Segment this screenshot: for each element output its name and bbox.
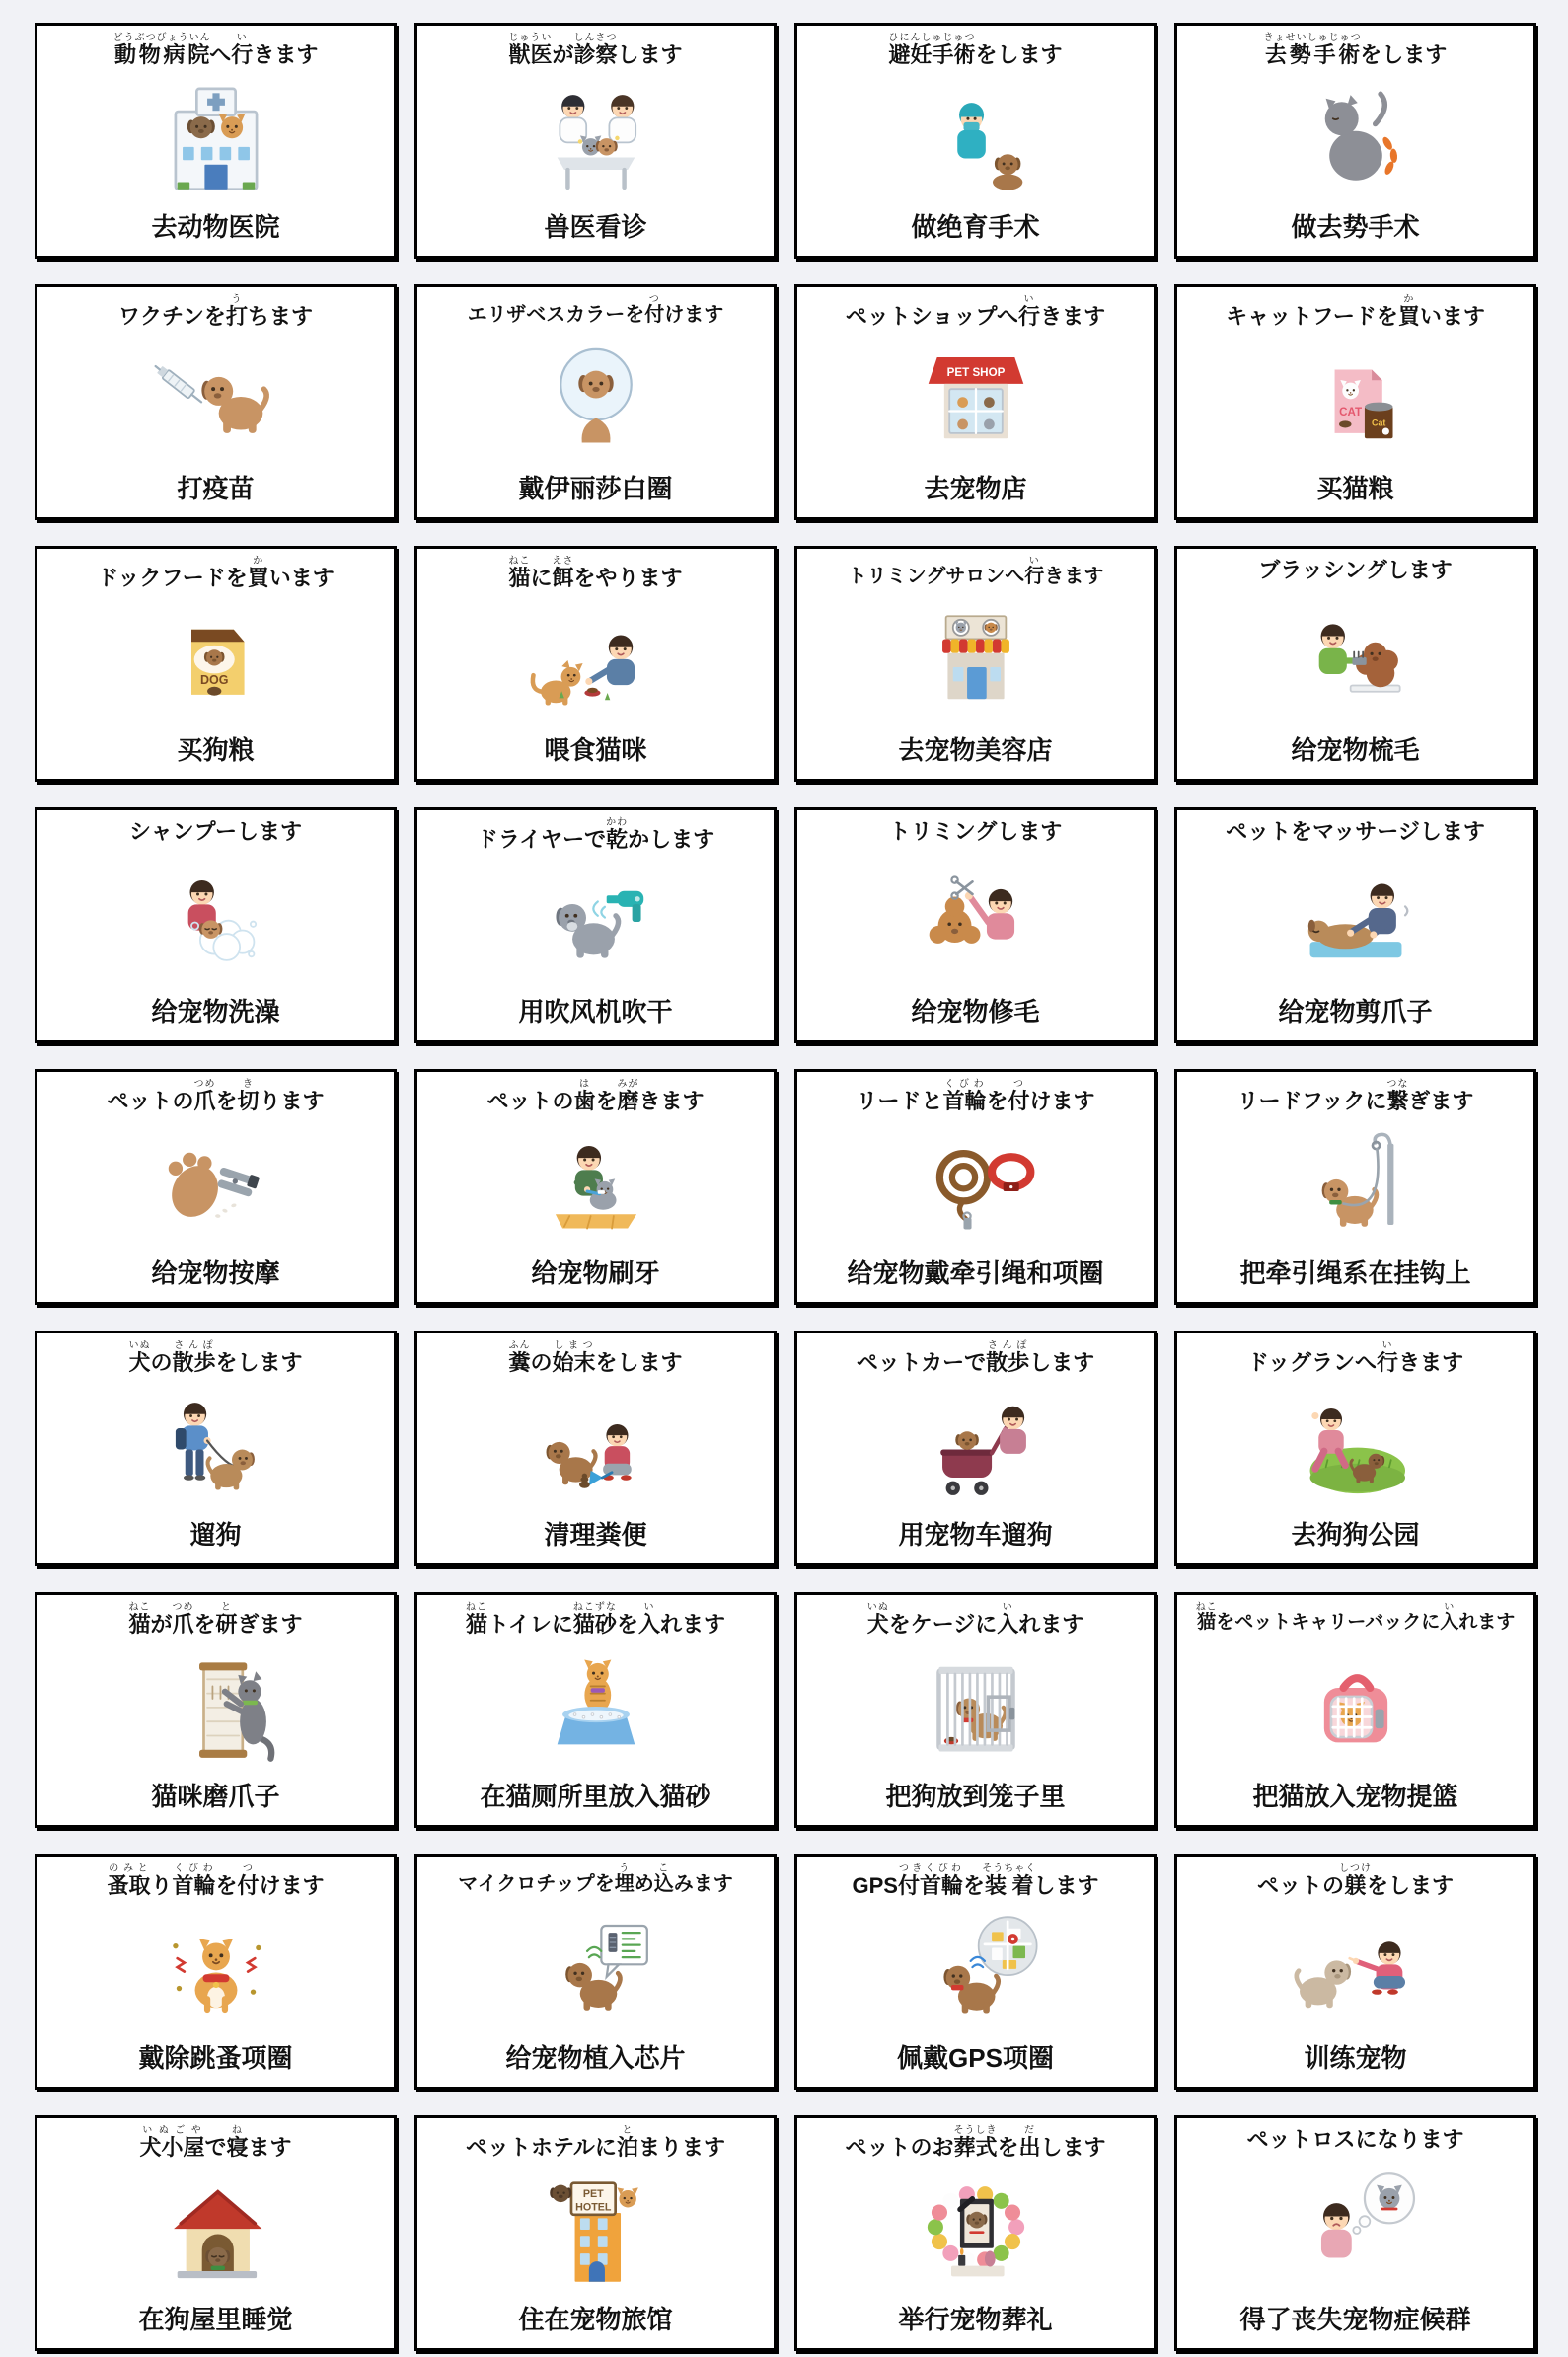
chinese-translation: 戴伊丽莎白圈 — [518, 474, 673, 503]
flashcard-elizabethan-collar — [414, 284, 777, 520]
flashcard-litter-box — [414, 1592, 777, 1828]
ruby-segment: 込こ — [653, 1863, 674, 1895]
japanese-phrase: キャットフードを買かいます — [1226, 294, 1485, 329]
ruby-segment: 入い — [637, 1602, 660, 1636]
japanese-phrase: エリザベスカラーを付つけます — [467, 294, 724, 326]
chinese-translation: 买狗粮 — [177, 735, 255, 765]
grooming-salon-icon — [813, 593, 1139, 725]
ruby-segment: 入い — [1440, 1602, 1459, 1633]
furigana-text: い — [1024, 556, 1045, 567]
card-illustration — [1179, 844, 1531, 992]
pet-stroller-icon — [813, 1379, 1139, 1511]
chinese-translation: 戴除跳蚤项圈 — [138, 2043, 293, 2073]
furigana-text: つ — [644, 294, 665, 305]
flashcard-tooth-brushing — [414, 1069, 777, 1305]
flashcard-pet-massage — [1174, 807, 1536, 1043]
furigana-text: ねこ — [466, 1602, 488, 1613]
japanese-phrase: ペットの歯はを磨みがきます — [486, 1079, 705, 1113]
nail-clipping-icon — [53, 1117, 379, 1250]
card-illustration — [419, 2160, 772, 2300]
card-illustration — [39, 67, 392, 207]
card-illustration — [799, 1636, 1152, 1777]
japanese-phrase: ドライヤーで乾かわかします — [476, 817, 715, 852]
card-illustration — [1179, 1375, 1531, 1515]
japanese-phrase: ドッグランへ行いきます — [1246, 1340, 1464, 1375]
flashcard-shampoo — [35, 807, 397, 1043]
flashcard-grid — [35, 23, 1536, 2351]
gps-collar-icon — [813, 1902, 1139, 2034]
furigana-text: い — [231, 33, 254, 43]
card-illustration — [419, 1636, 772, 1777]
vaccine-injection-icon — [53, 333, 379, 465]
flashcard-pet-stroller — [794, 1331, 1157, 1566]
card-illustration — [1179, 1113, 1531, 1254]
card-illustration — [1179, 329, 1531, 469]
furigana-text: つ — [237, 1863, 260, 1874]
chinese-translation: 去宠物店 — [924, 474, 1027, 503]
flashcard-buy-dog-food — [35, 546, 397, 782]
japanese-phrase: マイクロチップを埋うめ込こみます — [458, 1863, 733, 1895]
ruby-segment: 打う — [225, 294, 248, 329]
ruby-segment: 猫ねこ — [466, 1602, 488, 1636]
flashcard-leash-and-collar — [794, 1069, 1157, 1305]
chinese-translation: 给宠物梳毛 — [1291, 735, 1420, 765]
card-illustration — [799, 588, 1152, 730]
card-illustration — [419, 327, 772, 469]
chinese-translation: 去宠物美容店 — [898, 735, 1053, 765]
furigana-text: しまつ — [552, 1340, 596, 1351]
card-illustration — [799, 1113, 1152, 1254]
flashcard-pet-loss — [1174, 2115, 1536, 2351]
japanese-phrase: トリミングします — [888, 819, 1063, 844]
japanese-phrase: トリミングサロンへ行いきます — [847, 556, 1104, 587]
cat-food-icon — [1193, 333, 1519, 465]
furigana-text: う — [614, 1863, 635, 1874]
japanese-phrase: 犬小屋いぬごやで寝ねます — [139, 2125, 292, 2160]
leash-and-collar-icon — [813, 1117, 1139, 1250]
chinese-translation: 佩戴GPS项圈 — [897, 2043, 1054, 2073]
art-label: HOTEL — [574, 2201, 611, 2214]
ruby-segment: 買か — [247, 556, 269, 590]
card-illustration — [39, 1375, 392, 1515]
chinese-translation: 住在宠物旅馆 — [518, 2305, 673, 2334]
card-illustration — [39, 1113, 392, 1254]
card-illustration — [419, 1113, 772, 1254]
furigana-text: さんぽ — [986, 1340, 1030, 1351]
card-illustration — [419, 1375, 772, 1515]
furigana-text: ねこ — [128, 1602, 151, 1613]
furigana-text: か — [247, 556, 269, 567]
japanese-phrase: ペットカーで散歩さんぽします — [856, 1340, 1095, 1375]
furigana-text: いぬ — [866, 1602, 889, 1613]
pet-funeral-icon — [813, 2164, 1139, 2296]
japanese-phrase: 猫ねこに餌えさをやります — [508, 556, 683, 590]
ruby-segment: 装着そうちゃく — [982, 1863, 1037, 1898]
flashcard-trimming — [794, 807, 1157, 1043]
ruby-segment: 行い — [1024, 556, 1045, 587]
furigana-text: こ — [653, 1863, 674, 1874]
ruby-segment: 餌えさ — [552, 556, 574, 590]
card-illustration — [1179, 1898, 1531, 2038]
furigana-text: えさ — [552, 556, 574, 567]
chinese-translation: 给宠物戴牵引绳和项圈 — [847, 1258, 1104, 1288]
ruby-segment: 磨みが — [617, 1079, 639, 1113]
ruby-segment: 付つ — [237, 1863, 260, 1898]
ruby-segment: 葬式そうしき — [953, 2125, 998, 2160]
chinese-translation: 给宠物按摩 — [151, 1258, 280, 1288]
flashcard-pet-funeral — [794, 2115, 1157, 2351]
furigana-text: そうしき — [953, 2125, 998, 2136]
furigana-text: う — [225, 294, 248, 305]
chinese-translation: 做绝育手术 — [911, 212, 1040, 242]
furigana-text: つ — [1008, 1079, 1030, 1090]
ruby-segment: 犬小屋いぬごや — [139, 2125, 205, 2160]
ruby-segment: 歯は — [573, 1079, 596, 1113]
japanese-phrase: ペットホテルに泊とまります — [466, 2125, 725, 2160]
chinese-translation: 用宠物车遛狗 — [898, 1520, 1053, 1550]
flashcard-buy-cat-food — [1174, 284, 1536, 520]
flashcard-poop-cleanup — [414, 1331, 777, 1566]
animal-hospital-icon — [53, 71, 379, 203]
ruby-segment: 猫ねこ — [1195, 1602, 1218, 1633]
card-illustration — [1179, 2152, 1531, 2300]
card-illustration — [39, 2160, 392, 2300]
furigana-text: だ — [1018, 2125, 1041, 2136]
ruby-segment: 乾かわ — [606, 817, 629, 852]
japanese-phrase: 獣医じゅういが診察しんさつします — [508, 33, 683, 67]
ruby-segment: 犬いぬ — [866, 1602, 889, 1636]
chinese-translation: 举行宠物葬礼 — [898, 2305, 1053, 2334]
brushing-dog-icon — [1193, 590, 1519, 722]
ruby-segment: 付つ — [644, 294, 665, 326]
flashcard-pet-training — [1174, 1854, 1536, 2090]
ruby-segment: 行い — [231, 33, 254, 67]
chinese-translation: 兽医看诊 — [544, 212, 647, 242]
ruby-segment: 猫砂ねこずな — [572, 1602, 617, 1636]
furigana-text: い — [1018, 294, 1041, 305]
flashcard-cat-scratching — [35, 1592, 397, 1828]
card-illustration — [419, 1896, 772, 2038]
card-illustration — [799, 67, 1152, 207]
neuter-surgery-icon — [1193, 71, 1519, 203]
furigana-text: ふん — [508, 1340, 531, 1351]
chinese-translation: 给宠物洗澡 — [151, 997, 280, 1026]
furigana-text: かわ — [606, 817, 629, 828]
furigana-text: そうちゃく — [982, 1863, 1037, 1874]
dog-cage-icon — [813, 1640, 1139, 1773]
chinese-translation: 在猫厕所里放入猫砂 — [480, 1782, 711, 1811]
ruby-segment: 避妊手術ひにんしゅじゅつ — [888, 33, 976, 67]
ruby-segment: 始末しまつ — [552, 1340, 596, 1375]
japanese-phrase: ペットの爪つめを切きります — [107, 1079, 325, 1113]
ruby-segment: 泊と — [616, 2125, 638, 2160]
ruby-segment: 研と — [215, 1602, 238, 1636]
flashcard-go-to-pet-shop — [794, 284, 1157, 520]
ruby-segment: 買か — [1397, 294, 1420, 329]
ruby-segment: 蚤取のみと — [107, 1863, 151, 1898]
japanese-phrase: ドックフードを買かいます — [97, 556, 335, 590]
ruby-segment: 獣医じゅうい — [508, 33, 553, 67]
japanese-phrase: 猫ねこが爪つめを研とぎます — [128, 1602, 303, 1636]
card-illustration — [799, 1898, 1152, 2038]
japanese-phrase: ペットの躾しつけをします — [1256, 1863, 1454, 1898]
ruby-segment: 繋つな — [1386, 1079, 1409, 1113]
flashcard-go-to-grooming-salon — [794, 546, 1157, 782]
pet-training-icon — [1193, 1902, 1519, 2034]
japanese-phrase: 糞ふんの始末しまつをします — [508, 1340, 683, 1375]
furigana-text: じゅうい — [508, 33, 553, 43]
litter-box-icon — [433, 1640, 759, 1773]
flashcard-dog-walk — [35, 1331, 397, 1566]
card-illustration — [799, 1375, 1152, 1515]
card-illustration — [419, 852, 772, 992]
japanese-phrase: ブラッシングします — [1258, 558, 1453, 582]
flashcard-brushing — [1174, 546, 1536, 782]
japanese-phrase: ペットのお葬式そうしきを出だします — [845, 2125, 1106, 2160]
furigana-text: と — [616, 2125, 638, 2136]
japanese-phrase: ペットロスになります — [1246, 2127, 1464, 2152]
furigana-text: つきくびわ — [897, 1863, 963, 1874]
chinese-translation: 用吹风机吹干 — [518, 997, 673, 1026]
card-illustration — [419, 590, 772, 730]
furigana-text: さんぽ — [172, 1340, 216, 1351]
elizabethan-collar-icon — [433, 332, 759, 464]
flashcard-blow-dry — [414, 807, 777, 1043]
flashcard-microchip — [414, 1854, 777, 2090]
chinese-translation: 把狗放到笼子里 — [885, 1782, 1066, 1811]
ruby-segment: 行い — [1018, 294, 1041, 329]
pet-carrier-icon — [1193, 1638, 1519, 1771]
flashcard-pet-hotel — [414, 2115, 777, 2351]
furigana-text: きょせいしゅじゅつ — [1263, 33, 1362, 43]
chinese-translation: 给宠物刷牙 — [531, 1258, 660, 1288]
card-illustration — [39, 844, 392, 992]
japanese-phrase: 猫ねこをペットキャリーバックに入いれます — [1195, 1602, 1516, 1633]
japanese-phrase: 去勢手術きょせいしゅじゅつをします — [1263, 33, 1448, 67]
ruby-segment: 躾しつけ — [1339, 1863, 1372, 1898]
flashcard-go-to-animal-hospital — [35, 23, 397, 259]
chinese-translation: 把牵引绳系在挂钩上 — [1239, 1258, 1471, 1288]
chinese-translation: 清理粪便 — [544, 1520, 647, 1550]
dog-food-icon — [53, 594, 379, 726]
chinese-translation: 去动物医院 — [151, 212, 280, 242]
japanese-phrase: 避妊手術ひにんしゅじゅつをします — [888, 33, 1063, 67]
flashcard-flea-collar — [35, 1854, 397, 2090]
ruby-segment: 猫ねこ — [508, 556, 531, 590]
card-illustration — [1179, 1634, 1531, 1777]
furigana-text: ねこ — [508, 556, 531, 567]
feeding-cat-icon — [433, 594, 759, 726]
furigana-text: しつけ — [1339, 1863, 1372, 1874]
ruby-segment: 去勢手術きょせいしゅじゅつ — [1263, 33, 1362, 67]
chinese-translation: 喂食猫咪 — [544, 735, 647, 765]
furigana-text: くびわ — [942, 1079, 987, 1090]
card-illustration — [799, 329, 1152, 469]
dog-run-icon — [1193, 1379, 1519, 1511]
furigana-text: くびわ — [172, 1863, 216, 1874]
furigana-text: みが — [617, 1079, 639, 1090]
leash-hook-icon — [1193, 1117, 1519, 1250]
chinese-translation: 给宠物植入芯片 — [505, 2043, 686, 2073]
card-illustration — [419, 67, 772, 207]
furigana-text: き — [237, 1079, 260, 1090]
furigana-text: い — [1440, 1602, 1459, 1613]
ruby-segment: 出だ — [1018, 2125, 1041, 2160]
scratching-post-icon — [53, 1640, 379, 1773]
card-illustration — [39, 1636, 392, 1777]
ruby-segment: 付首輪つきくびわ — [897, 1863, 963, 1898]
chinese-translation: 去狗狗公园 — [1291, 1520, 1420, 1550]
furigana-text: ねこ — [1195, 1602, 1218, 1613]
ruby-segment: 付つ — [1008, 1079, 1030, 1113]
ruby-segment: 入い — [997, 1602, 1019, 1636]
spay-surgery-icon — [813, 71, 1139, 203]
flashcard-spay-surgery — [794, 23, 1157, 259]
chinese-translation: 训练宠物 — [1304, 2043, 1407, 2073]
microchip-icon — [433, 1901, 759, 2033]
furigana-text: のみと — [107, 1863, 151, 1874]
card-illustration — [39, 590, 392, 730]
chinese-translation: 做去势手术 — [1291, 212, 1420, 242]
ruby-segment: 切き — [237, 1079, 260, 1113]
chinese-translation: 遛狗 — [189, 1520, 242, 1550]
chinese-translation: 给宠物修毛 — [911, 997, 1040, 1026]
ruby-segment: 猫ねこ — [128, 1602, 151, 1636]
art-label: CAT — [1338, 406, 1362, 419]
flea-collar-icon — [53, 1902, 379, 2034]
furigana-text: しんさつ — [573, 33, 618, 43]
doghouse-icon — [53, 2164, 379, 2296]
japanese-phrase: 犬いぬの散歩さんぽをします — [128, 1340, 303, 1375]
chinese-translation: 给宠物剪爪子 — [1278, 997, 1433, 1026]
chinese-translation: 把猫放入宠物提篮 — [1252, 1782, 1458, 1811]
vet-examination-icon — [433, 71, 759, 203]
furigana-text: つな — [1386, 1079, 1409, 1090]
shampoo-dog-icon — [53, 852, 379, 984]
trimming-dog-icon — [813, 852, 1139, 984]
furigana-text: つめ — [193, 1079, 216, 1090]
ruby-segment: 診察しんさつ — [573, 33, 618, 67]
flashcard-feed-cat — [414, 546, 777, 782]
chinese-translation: 得了丧失宠物症候群 — [1239, 2305, 1471, 2334]
japanese-phrase: 動物病院どうぶつびょういんへ行いきます — [112, 33, 319, 67]
blow-dry-dog-icon — [433, 856, 759, 988]
chinese-translation: 买猫粮 — [1316, 474, 1394, 503]
ruby-segment: 首輪くびわ — [942, 1079, 987, 1113]
japanese-phrase: 蚤取のみとり首輪くびわを付つけます — [107, 1863, 325, 1898]
chinese-translation: 猫咪磨爪子 — [151, 1782, 280, 1811]
flashcard-doghouse — [35, 2115, 397, 2351]
pet-massage-icon — [1193, 852, 1519, 984]
ruby-segment: 寝ね — [226, 2125, 249, 2160]
japanese-phrase: リードフックに繋つなぎます — [1236, 1079, 1474, 1113]
card-illustration — [1179, 67, 1531, 207]
furigana-text: い — [1377, 1340, 1399, 1351]
pet-loss-icon — [1193, 2160, 1519, 2292]
furigana-text: い — [637, 1602, 660, 1613]
furigana-text: ねこずな — [572, 1602, 617, 1613]
furigana-text: は — [573, 1079, 596, 1090]
furigana-text: いぬ — [128, 1340, 151, 1351]
flashcard-nail-clipping — [35, 1069, 397, 1305]
flashcard-vet-examination — [414, 23, 777, 259]
pet-hotel-icon — [433, 2164, 759, 2296]
ruby-segment: 爪つめ — [193, 1079, 216, 1113]
chinese-translation: 打疫苗 — [177, 474, 255, 503]
pet-shop-icon — [813, 333, 1139, 465]
card-illustration — [39, 1898, 392, 2038]
ruby-segment: 糞ふん — [508, 1340, 531, 1375]
chinese-translation: 在狗屋里睡觉 — [138, 2305, 293, 2334]
japanese-phrase: リードと首輪くびわを付つけます — [856, 1079, 1095, 1113]
ruby-segment: 首輪くびわ — [172, 1863, 216, 1898]
flashcard-vaccination — [35, 284, 397, 520]
furigana-text: ね — [226, 2125, 249, 2136]
japanese-phrase: 犬いぬをケージに入いれます — [866, 1602, 1084, 1636]
art-label: DOG — [199, 673, 228, 688]
ruby-segment: 犬いぬ — [128, 1340, 151, 1375]
japanese-phrase: ペットをマッサージします — [1226, 819, 1485, 844]
card-illustration — [799, 2160, 1152, 2300]
flashcard-gps-collar — [794, 1854, 1157, 2090]
tooth-brushing-icon — [433, 1117, 759, 1250]
card-illustration — [39, 329, 392, 469]
ruby-segment: 散歩さんぽ — [172, 1340, 216, 1375]
card-illustration — [799, 844, 1152, 992]
flashcard-dog-cage — [794, 1592, 1157, 1828]
japanese-phrase: シャンプーします — [129, 819, 302, 844]
flashcard-leash-hook — [1174, 1069, 1536, 1305]
furigana-text: ひにんしゅじゅつ — [888, 33, 976, 43]
japanese-phrase: ワクチンを打うちます — [118, 294, 313, 329]
ruby-segment: 爪つめ — [172, 1602, 194, 1636]
ruby-segment: 行い — [1377, 1340, 1399, 1375]
ruby-segment: 散歩さんぽ — [986, 1340, 1030, 1375]
furigana-text: か — [1397, 294, 1420, 305]
dog-walking-icon — [53, 1379, 379, 1511]
ruby-segment: 動物病院どうぶつびょういん — [112, 33, 211, 67]
art-label: PET — [582, 2188, 604, 2201]
furigana-text: つめ — [172, 1602, 194, 1613]
card-illustration — [1179, 582, 1531, 730]
furigana-text: どうぶつびょういん — [112, 33, 211, 43]
furigana-text: い — [997, 1602, 1019, 1613]
furigana-text: と — [215, 1602, 238, 1613]
japanese-phrase: GPS付首輪つきくびわを装着そうちゃくします — [852, 1863, 1099, 1898]
art-label: Cat — [1371, 418, 1385, 428]
furigana-text: いぬごや — [139, 2125, 205, 2136]
flashcard-dog-run — [1174, 1331, 1536, 1566]
japanese-phrase: ペットショップへ行いきます — [845, 294, 1106, 329]
ruby-segment: 埋う — [614, 1863, 635, 1895]
poop-cleanup-icon — [433, 1379, 759, 1511]
art-label: PET SHOP — [946, 365, 1005, 379]
flashcard-neuter-surgery — [1174, 23, 1536, 259]
flashcard-pet-carrier — [1174, 1592, 1536, 1828]
japanese-phrase: 猫ねこトイレに猫砂ねこずなを入いれます — [466, 1602, 725, 1636]
